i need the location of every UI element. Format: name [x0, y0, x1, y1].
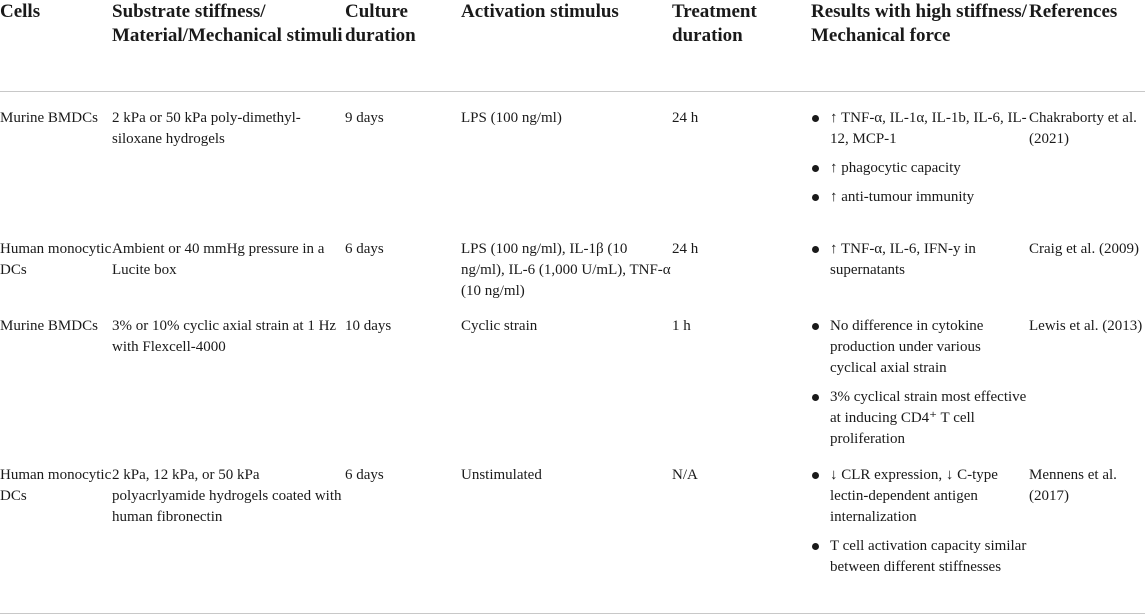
bullet-icon — [812, 543, 819, 550]
cell-cells: Human monocytic DCs — [0, 461, 112, 614]
result-text: ↑ TNF-α, IL-1α, IL-1b, IL-6, IL-12, MCP-1 — [830, 109, 1027, 147]
table-row — [0, 91, 1145, 235]
results-list — [811, 239, 1029, 281]
header-activation-stimulus: Activation stimulus — [461, 0, 672, 91]
bullet-icon — [812, 472, 819, 479]
cell-substrate: Ambient or 40 mmHg pressure in a Lucite box — [112, 240, 325, 278]
result-item — [811, 187, 1029, 208]
result-text: ↑ phagocytic capacity — [830, 159, 961, 176]
table-body — [0, 91, 1145, 613]
bullet-icon — [812, 115, 819, 122]
result-item — [811, 158, 1029, 179]
cell-references: Lewis et al. (2013) — [1029, 317, 1143, 334]
result-item — [811, 108, 1029, 150]
result-text: T cell activation capacity similar between different stiffnesses — [830, 537, 1027, 575]
bullet-icon — [812, 323, 819, 330]
result-item — [811, 316, 1029, 379]
result-text: ↓ CLR expression, ↓ C-type lectin-dependent antigen internalization — [830, 466, 998, 525]
cell-activation: Cyclic strain — [461, 317, 538, 334]
result-text: ↑ anti-tumour immunity — [830, 188, 975, 205]
cell-culture: 6 days — [345, 240, 384, 257]
cell-results — [811, 312, 1029, 461]
result-text: ↑ TNF-α, IL-6, IFN-y in supernatants — [830, 240, 976, 278]
cell-references: Craig et al. (2009) — [1029, 240, 1139, 257]
header-row — [0, 0, 1145, 91]
results-list — [811, 465, 1029, 578]
header-treatment-duration: Treatment duration — [672, 0, 811, 91]
result-text: 3% cyclical strain most effective at inducing CD4⁺ T cell proliferation — [830, 388, 1027, 447]
header-culture-duration: Culture duration — [345, 0, 461, 91]
cell-culture: 9 days — [345, 109, 384, 126]
cell-substrate: 2 kPa or 50 kPa poly-dimethyl-siloxane hydrogels — [112, 109, 301, 147]
cell-cells: Murine BMDCs — [0, 317, 98, 334]
cell-treatment: 1 h — [672, 317, 691, 334]
cell-cells: Murine BMDCs — [0, 109, 98, 126]
header-results: Results with high stiffness/ Mechanical force — [811, 0, 1029, 91]
bullet-icon — [812, 194, 819, 201]
cell-culture: 6 days — [345, 461, 461, 614]
results-list — [811, 108, 1029, 208]
header-cells: Cells — [0, 0, 112, 91]
table-header — [0, 0, 1145, 91]
cell-results — [811, 461, 1029, 614]
cell-references: Mennens et al. (2017) — [1029, 461, 1145, 614]
cell-references: Chakraborty et al. (2021) — [1029, 109, 1137, 147]
bullet-icon — [812, 246, 819, 253]
cell-results — [811, 235, 1029, 312]
cell-culture: 10 days — [345, 317, 392, 334]
result-item — [811, 239, 1029, 281]
header-substrate: Substrate stiffness/ Material/Mechanical stimuli — [112, 0, 345, 91]
cell-treatment: N/A — [672, 461, 811, 614]
cell-treatment: 24 h — [672, 240, 699, 257]
cell-substrate: 2 kPa, 12 kPa, or 50 kPa polyacrlyamide hydrogels coated with human fibronectin — [112, 461, 345, 614]
cell-activation: LPS (100 ng/ml), IL-1β (10 ng/ml), IL-6 (1,000 U/mL), TNF-α (10 ng/ml) — [461, 240, 671, 299]
bullet-icon — [812, 165, 819, 172]
table-row — [0, 235, 1145, 312]
result-text: No difference in cytokine production under various cyclical axial strain — [830, 317, 984, 376]
cell-substrate: 3% or 10% cyclic axial strain at 1 Hz with Flexcell-4000 — [112, 317, 337, 355]
table-row — [0, 461, 1145, 614]
cell-activation: LPS (100 ng/ml) — [461, 109, 562, 126]
results-list — [811, 316, 1029, 450]
cell-results — [811, 91, 1029, 235]
header-references: References — [1029, 0, 1145, 91]
result-item — [811, 387, 1029, 450]
table-row — [0, 312, 1145, 461]
result-item — [811, 536, 1029, 578]
bullet-icon — [812, 394, 819, 401]
cell-activation: Unstimulated — [461, 461, 672, 614]
cell-treatment: 24 h — [672, 109, 699, 126]
cell-cells: Human monocytic DCs — [0, 240, 112, 278]
result-item — [811, 465, 1029, 528]
